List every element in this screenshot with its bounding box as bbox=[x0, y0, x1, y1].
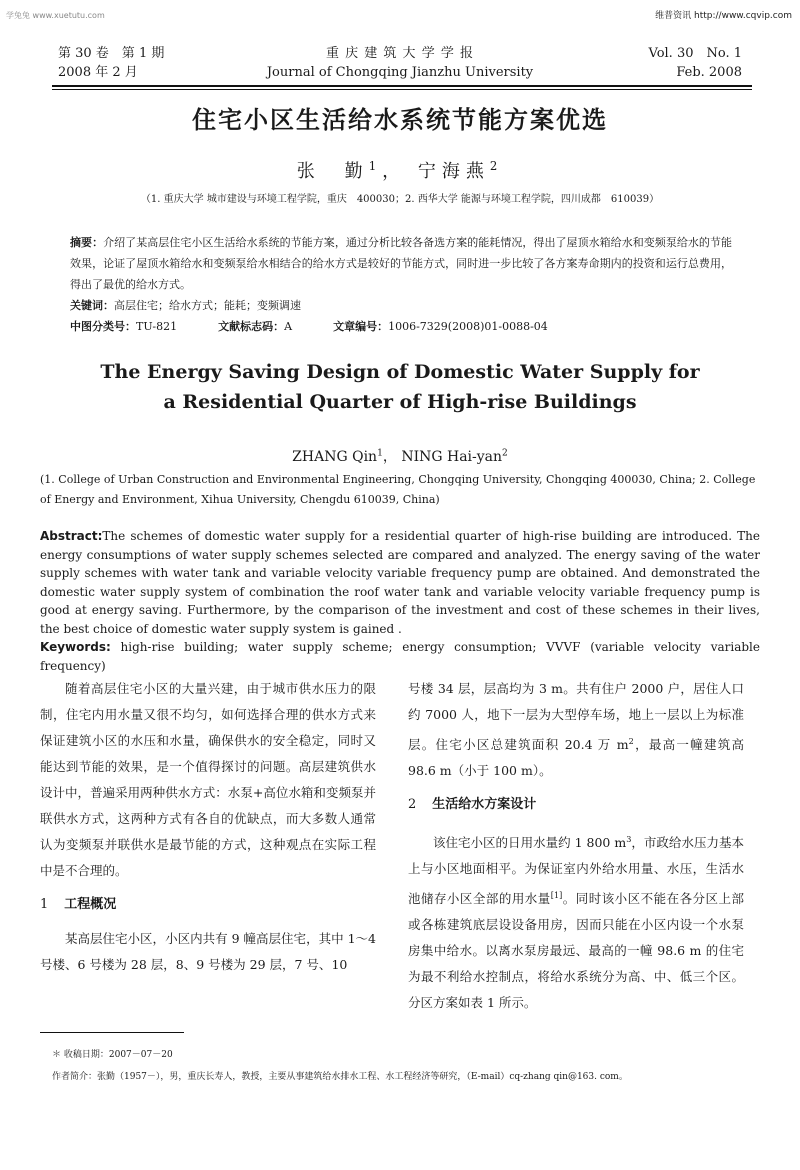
abstract-cn bbox=[70, 232, 732, 337]
volume-en: Vol. 30 No. 1 bbox=[648, 46, 742, 61]
date-en: Feb. 2008 bbox=[676, 65, 742, 80]
date-cn: 2008 年 2 月 bbox=[58, 65, 138, 80]
affiliation-en: (1. College of Urban Construction and Environmental Engineering, Chongqing University, Chongqing 400030, China; 2. College of Energy and Environment, Xihua University, Chengdu 610039, China) bbox=[40, 473, 756, 506]
keywords-cn-label: 关键词： bbox=[70, 299, 114, 312]
clc-label: 中图分类号： bbox=[70, 320, 136, 333]
keywords-cn-text: 高层住宅；给水方式；能耗；变频调速 bbox=[114, 299, 301, 312]
footnote-author-bio: 作者简介：张勤（1957－），男，重庆长寿人，教授，主要从事建筑给水排水工程、水工程经济等研究，（E-mail）cq-zhang qin@163. com。 bbox=[52, 1072, 628, 1082]
journal-en: Journal of Chongqing Jianzhu University bbox=[266, 65, 534, 80]
classification-line bbox=[70, 316, 732, 337]
author-en-1: ZHANG Qin$^1$， bbox=[292, 448, 397, 465]
abstract-en bbox=[40, 527, 760, 675]
footnote-received: ＊ 收稿日期：2007－07－20 bbox=[52, 1050, 173, 1060]
abstract-en-label: Abstract: bbox=[40, 529, 103, 543]
title-en bbox=[0, 357, 800, 417]
title-en-line-1: The Energy Saving Design of Domestic Water Supply for bbox=[100, 361, 700, 383]
header-volume-en bbox=[649, 44, 743, 82]
doc-code-value: A bbox=[284, 320, 293, 333]
volume-cn: 第 30 卷 第 1 期 bbox=[58, 46, 165, 61]
article-id-value: 1006-7329(2008)01-0088-04 bbox=[388, 320, 548, 333]
footnote-rule bbox=[40, 1032, 184, 1033]
section-1-heading: 1 工程概况 bbox=[40, 897, 117, 912]
watermark-right: 维普资讯 http://www.cqvip.com bbox=[655, 11, 792, 21]
keywords-cn bbox=[70, 295, 732, 316]
keywords-en bbox=[40, 638, 760, 675]
header-rule-bottom bbox=[52, 89, 752, 90]
keywords-en-text: high-rise building; water supply scheme; energy consumption; VVVF (variable velocity variable frequency) bbox=[40, 640, 760, 673]
title-cn: 住宅小区生活给水系统节能方案优选 bbox=[192, 106, 608, 134]
header-rule-top bbox=[52, 85, 752, 87]
footnotes bbox=[52, 1044, 762, 1088]
author-cn-2: 宁海燕$^2$ bbox=[417, 159, 504, 182]
keywords-en-label: Keywords: bbox=[40, 640, 111, 654]
section-2-heading: 2 生活给水方案设计 bbox=[408, 797, 537, 813]
author-en-2: NING Hai-yan$^2$ bbox=[401, 448, 508, 465]
authors-cn bbox=[0, 157, 800, 183]
authors-en bbox=[0, 446, 800, 466]
citation-1: [1] bbox=[550, 890, 563, 901]
body-column-left bbox=[40, 676, 376, 978]
section-1-paragraph: 某高层住宅小区，小区内共有 9 幢高层住宅，其中 1～4 号楼、6 号楼为 28 层，8、9 号楼为 29 层，7 号、10 bbox=[40, 931, 376, 972]
abstract-cn-label: 摘要： bbox=[70, 236, 104, 249]
body-column-right bbox=[408, 676, 744, 1016]
doc-code-label: 文献标志码： bbox=[218, 320, 285, 333]
intro-paragraph: 随着高层住宅小区的大量兴建，由于城市供水压力的限制，住宅内用水量又很不均匀，如何选择合理的供水方式来保证建筑小区的水压和水量，确保供水的安全稳定，同时又能达到节能的效果，是一个值得探讨的问题。高层建筑供水设计中，普遍采用两种供水方式：水泵+高位水箱和变频泵并联供水方式，这两种方式有各自的优缺点，而大多数人通常认为变频泵并联供水是最节能的方式，这种观点在实际工程中是不合理的。 bbox=[40, 681, 376, 878]
clc-value: TU-821 bbox=[136, 320, 178, 333]
title-en-line-2: a Residential Quarter of High-rise Buildings bbox=[163, 391, 637, 413]
journal-cn: 重 庆 建 筑 大 学 学 报 bbox=[326, 46, 474, 61]
abstract-cn-text: 介绍了某高层住宅小区生活给水系统的节能方案，通过分析比较各备选方案的能耗情况，得出了屋顶水箱给水和变频泵给水的节能效果，论证了屋顶水箱给水和变频泵给水相结合的给水方式是较好的节能方式，同时进一步比较了各方案寿命期内的投资和运行总费用，得出了最优的给水方式。 bbox=[70, 236, 733, 291]
affiliation-cn: （1. 重庆大学 城市建设与环境工程学院，重庆 400030；2. 西华大学 能源与环境工程学院，四川成都 610039） bbox=[140, 194, 660, 205]
article-id-label: 文章编号： bbox=[333, 320, 389, 333]
watermark-left: 学兔兔 www.xuetutu.com bbox=[6, 11, 105, 20]
section-1-paragraph-cont: 号楼 34 层，层高均为 3 m。共有住户 2000 户，居住人口约 7000 人，地下一层为大型停车场，地上一层以上为标准层。住宅小区总建筑面积 20.4 万 $m^2$，最高一幢建筑高 98.6 m（小于 100 m）。 bbox=[408, 681, 744, 779]
abstract-en-text: The schemes of domestic water supply for a residential quarter of high-rise building are introduced. The energy consumptions of water supply schemes selected are compared and analyzed. The energy saving of the water supply schemes with water tank and variable velocity variable frequency pump are obtained. And demonstrated the domestic water supply system of combination the roof water tank and variable velocity variable frequency pump is good at energy saving. Furthermore, by the comparison of the investment and cost of these schemes in their lives, the best choice of domestic water supply system is gained . bbox=[40, 529, 760, 636]
author-cn-1: 张 勤$^1$， bbox=[296, 159, 407, 182]
section-2-paragraph: 该住宅小区的日用水量约 1 800 $m^3$，市政给水压力基本上与小区地面相平。为保证室内外给水用量、水压，生活水池储存小区全部的用水量[1]。同时该小区不能在各分区上部或各栋建筑底层设设备用房，因而只能在小区内设一个水泵房集中给水。以离水泵房最远、最高的一幢 98.6 m 的住宅为最不利给水控制点，将给水系统分为高、中、低三个区。分区方案如表 1 所示。 bbox=[408, 834, 744, 1011]
